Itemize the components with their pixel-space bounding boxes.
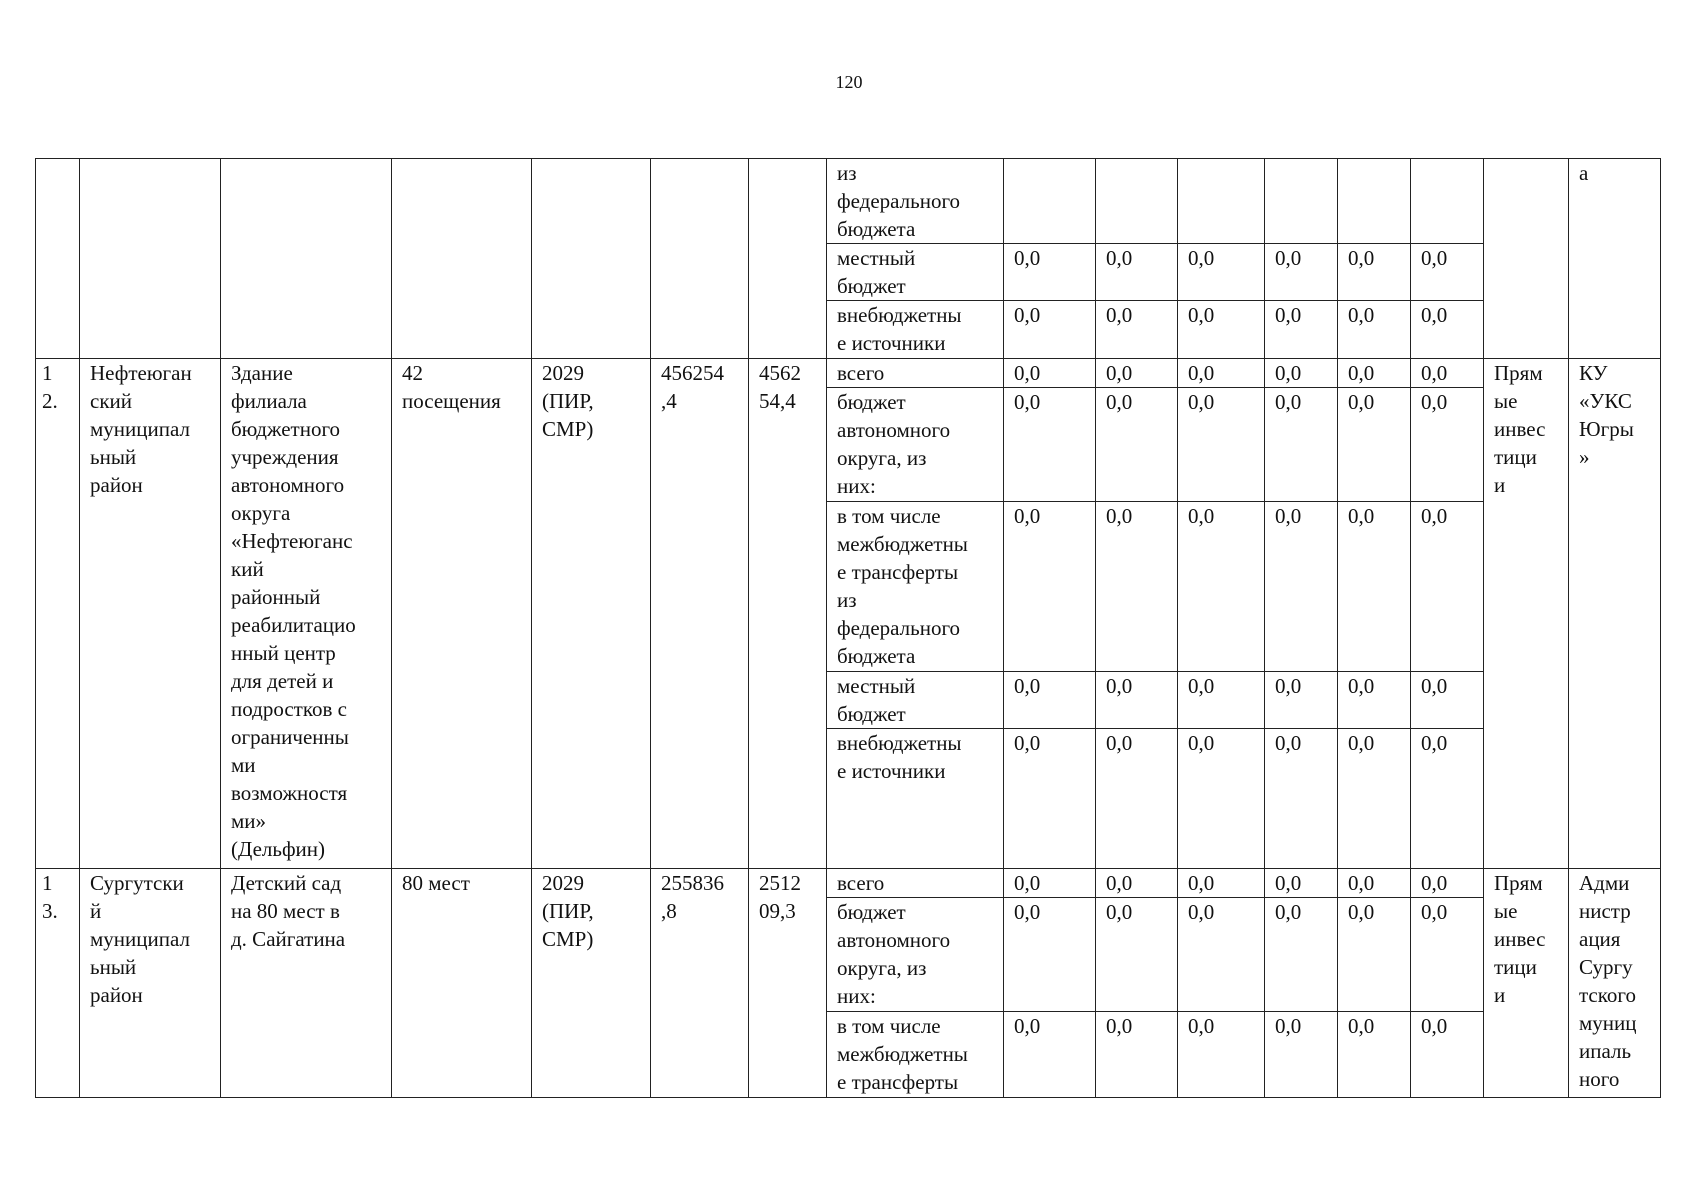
period-cell: 2029 (ПИР, СМР) <box>532 869 651 1098</box>
empty-cell <box>392 159 532 359</box>
amount-cell: 0,0 <box>1004 729 1096 869</box>
amount-cell: 0,0 <box>1096 388 1178 502</box>
amount-cell: 0,0 <box>1004 244 1096 301</box>
amount-cell: 0,0 <box>1004 388 1096 502</box>
table-row <box>36 869 1661 898</box>
amount-cell: 0,0 <box>1265 898 1338 1012</box>
empty-cell <box>36 159 80 359</box>
funding-source-label: внебюджетны е источники <box>827 301 1004 359</box>
amount-cell: 0,0 <box>1178 1012 1265 1098</box>
amount-cell: 0,0 <box>1178 301 1265 359</box>
cost-total-cell: 255836 ,8 <box>651 869 749 1098</box>
amount-cell: 0,0 <box>1004 672 1096 729</box>
table-row <box>36 159 1661 244</box>
cost-remaining-cell: 4562 54,4 <box>749 359 827 869</box>
funding-source-label: из федерального бюджета <box>827 159 1004 244</box>
amount-cell: 0,0 <box>1265 502 1338 672</box>
row-number: 1 2. <box>36 359 80 869</box>
amount-cell: 0,0 <box>1411 1012 1484 1098</box>
amount-cell: 0,0 <box>1096 502 1178 672</box>
amount-cell: 0,0 <box>1411 301 1484 359</box>
amount-cell: 0,0 <box>1178 869 1265 898</box>
amount-cell: 0,0 <box>1338 301 1411 359</box>
amount-cell <box>1004 159 1096 244</box>
page-number: 120 <box>835 72 863 92</box>
amount-cell: 0,0 <box>1338 388 1411 502</box>
funding-source-label: бюджет автономного округа, из них: <box>827 388 1004 502</box>
amount-cell <box>1411 159 1484 244</box>
amount-cell: 0,0 <box>1411 729 1484 869</box>
amount-cell: 0,0 <box>1004 869 1096 898</box>
investment-form-cell: Прям ые инвес тици и <box>1484 359 1569 869</box>
amount-cell: 0,0 <box>1338 359 1411 388</box>
amount-cell: 0,0 <box>1265 672 1338 729</box>
amount-cell: 0,0 <box>1096 672 1178 729</box>
amount-cell: 0,0 <box>1338 672 1411 729</box>
responsible-cell: а <box>1569 159 1661 359</box>
amount-cell <box>1338 159 1411 244</box>
amount-cell: 0,0 <box>1178 729 1265 869</box>
cost-remaining-cell: 2512 09,3 <box>749 869 827 1098</box>
amount-cell: 0,0 <box>1096 869 1178 898</box>
object-name-cell: Детский сад на 80 мест в д. Сайгатина <box>221 869 392 1098</box>
amount-cell: 0,0 <box>1096 359 1178 388</box>
municipality-cell: Сургутски й муниципал ьный район <box>80 869 221 1098</box>
amount-cell: 0,0 <box>1411 672 1484 729</box>
cost-total-cell: 456254 ,4 <box>651 359 749 869</box>
empty-cell <box>532 159 651 359</box>
amount-cell: 0,0 <box>1178 502 1265 672</box>
funding-source-label: внебюджетны е источники <box>827 729 1004 869</box>
amount-cell: 0,0 <box>1338 1012 1411 1098</box>
amount-cell: 0,0 <box>1178 359 1265 388</box>
municipality-cell: Нефтеюган ский муниципал ьный район <box>80 359 221 869</box>
amount-cell: 0,0 <box>1096 301 1178 359</box>
funding-source-label: всего <box>827 359 1004 388</box>
amount-cell: 0,0 <box>1004 1012 1096 1098</box>
amount-cell: 0,0 <box>1004 301 1096 359</box>
empty-cell <box>80 159 221 359</box>
empty-cell <box>651 159 749 359</box>
table-row <box>36 359 1661 388</box>
amount-cell: 0,0 <box>1178 244 1265 301</box>
empty-cell <box>1484 159 1569 359</box>
amount-cell: 0,0 <box>1338 869 1411 898</box>
amount-cell: 0,0 <box>1178 898 1265 1012</box>
amount-cell: 0,0 <box>1411 388 1484 502</box>
amount-cell: 0,0 <box>1411 244 1484 301</box>
amount-cell: 0,0 <box>1096 898 1178 1012</box>
amount-cell: 0,0 <box>1004 898 1096 1012</box>
capacity-cell: 42 посещения <box>392 359 532 869</box>
row-number: 1 3. <box>36 869 80 1098</box>
period-cell: 2029 (ПИР, СМР) <box>532 359 651 869</box>
responsible-cell: КУ «УКС Югры » <box>1569 359 1661 869</box>
amount-cell: 0,0 <box>1004 502 1096 672</box>
amount-cell: 0,0 <box>1338 729 1411 869</box>
amount-cell: 0,0 <box>1265 301 1338 359</box>
empty-cell <box>749 159 827 359</box>
funding-source-label: всего <box>827 869 1004 898</box>
amount-cell: 0,0 <box>1338 898 1411 1012</box>
funding-source-label: местный бюджет <box>827 244 1004 301</box>
amount-cell: 0,0 <box>1265 869 1338 898</box>
funding-source-label: местный бюджет <box>827 672 1004 729</box>
empty-cell <box>221 159 392 359</box>
amount-cell: 0,0 <box>1338 244 1411 301</box>
amount-cell: 0,0 <box>1265 359 1338 388</box>
amount-cell <box>1096 159 1178 244</box>
funding-source-label: бюджет автономного округа, из них: <box>827 898 1004 1012</box>
amount-cell: 0,0 <box>1265 1012 1338 1098</box>
amount-cell: 0,0 <box>1178 388 1265 502</box>
budget-table <box>35 158 1661 1098</box>
funding-source-label: в том числе межбюджетны е трансферты из федерального бюджета <box>827 502 1004 672</box>
amount-cell: 0,0 <box>1411 869 1484 898</box>
amount-cell: 0,0 <box>1411 898 1484 1012</box>
amount-cell: 0,0 <box>1265 729 1338 869</box>
amount-cell: 0,0 <box>1411 359 1484 388</box>
amount-cell: 0,0 <box>1004 359 1096 388</box>
amount-cell <box>1265 159 1338 244</box>
amount-cell: 0,0 <box>1178 672 1265 729</box>
amount-cell: 0,0 <box>1265 388 1338 502</box>
responsible-cell: Адми нистр ация Сургу тского муниц ипаль ного <box>1569 869 1661 1098</box>
amount-cell: 0,0 <box>1411 502 1484 672</box>
amount-cell: 0,0 <box>1338 502 1411 672</box>
capacity-cell: 80 мест <box>392 869 532 1098</box>
amount-cell: 0,0 <box>1096 729 1178 869</box>
object-name-cell: Здание филиала бюджетного учреждения автономного округа «Нефтеюганс кий районный реабилитацио нный центр для детей и подростков с ограниченны ми возможностя ми» (Дельфин) <box>221 359 392 869</box>
amount-cell: 0,0 <box>1096 244 1178 301</box>
amount-cell: 0,0 <box>1265 244 1338 301</box>
amount-cell: 0,0 <box>1096 1012 1178 1098</box>
investment-form-cell: Прям ые инвес тици и <box>1484 869 1569 1098</box>
amount-cell <box>1178 159 1265 244</box>
funding-source-label: в том числе межбюджетны е трансферты <box>827 1012 1004 1098</box>
